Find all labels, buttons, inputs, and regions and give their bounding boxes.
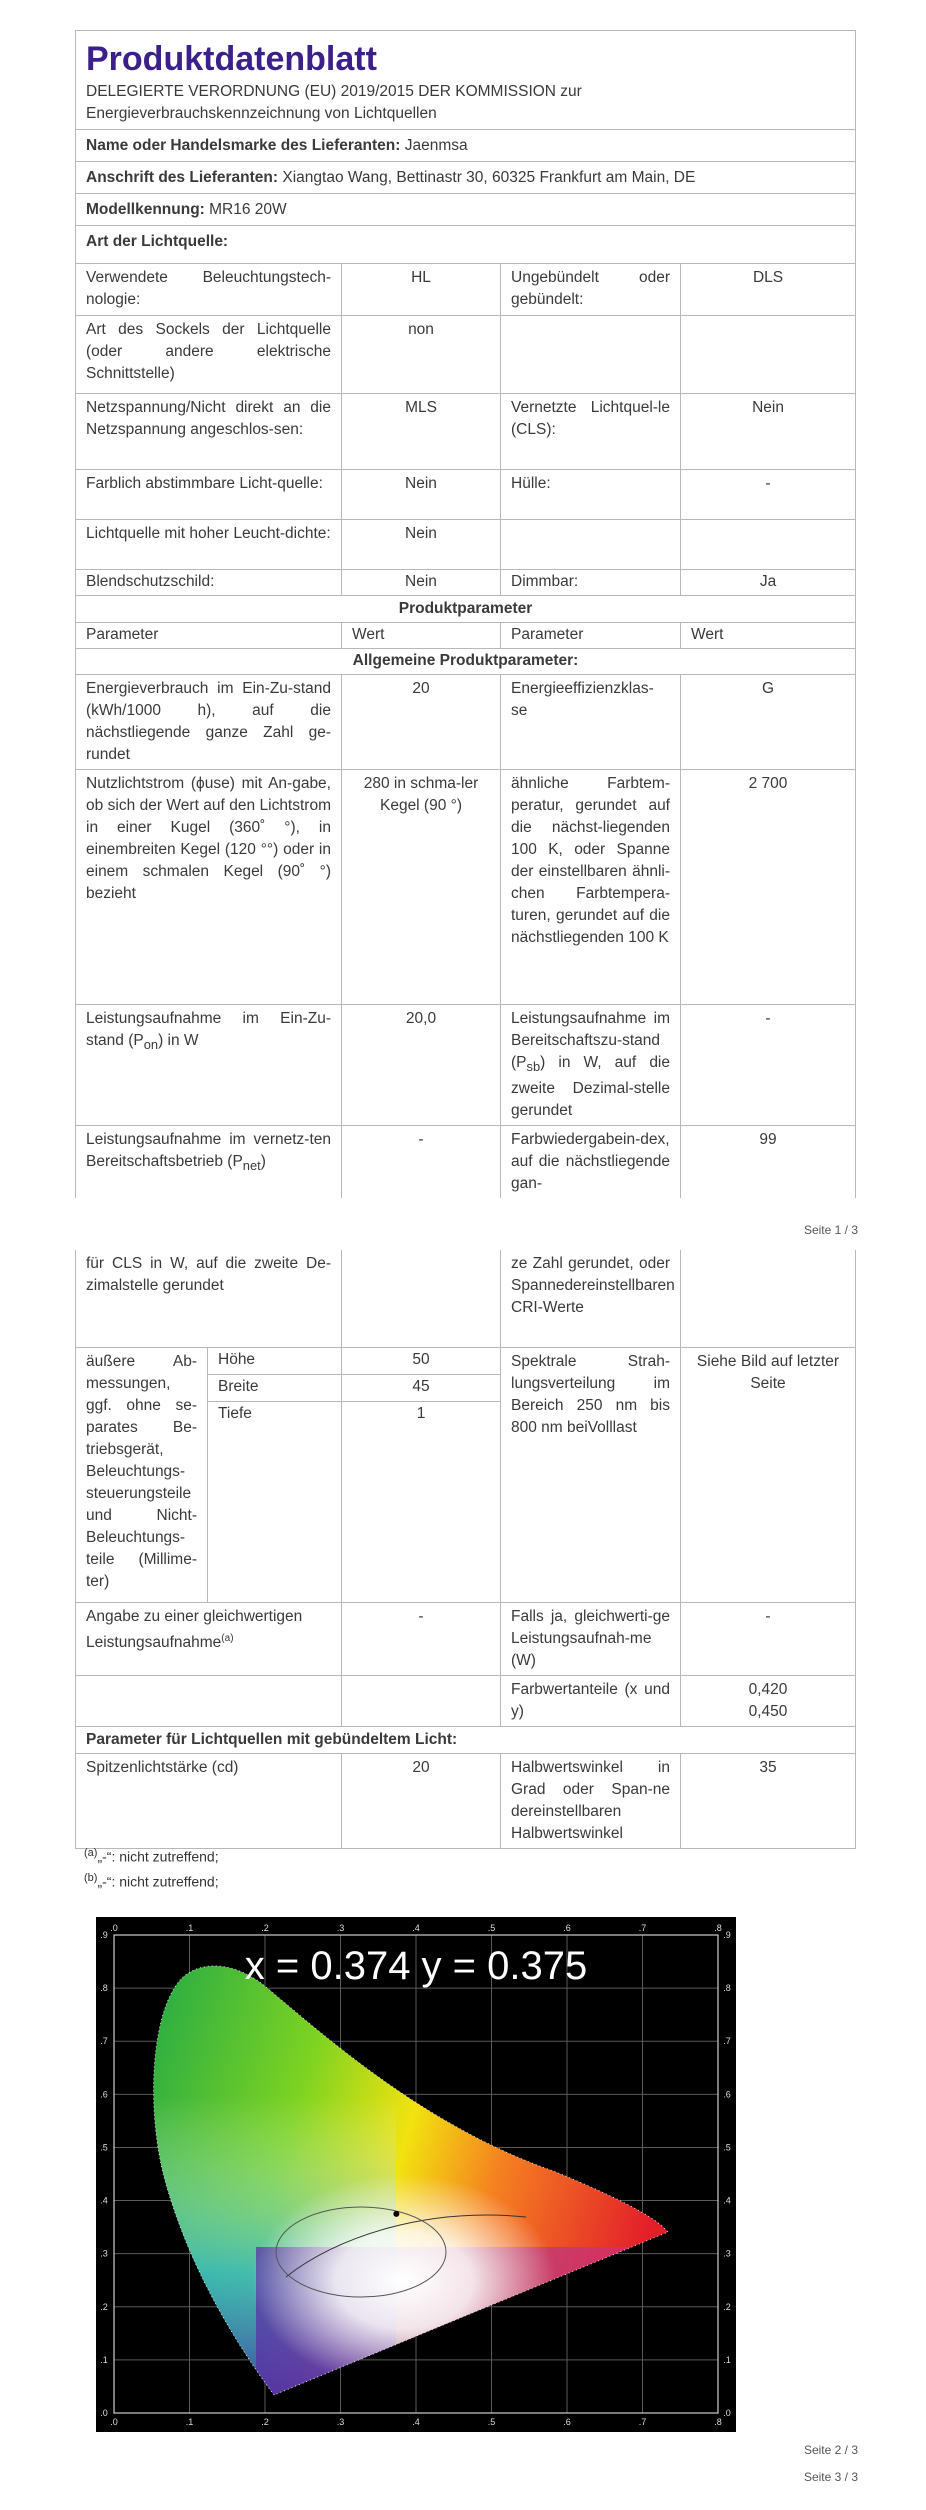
equivalent-power-label-text: Angabe zu einer gleichwertigen Leistungsaufnahme xyxy=(86,1607,303,1651)
type-value-2: - xyxy=(681,470,856,520)
energy-consumption-value: 20 xyxy=(342,675,501,770)
param-row-flux xyxy=(76,770,856,1005)
peak-intensity-value: 20 xyxy=(342,1753,501,1848)
equivalent-watts-value: - xyxy=(681,1602,856,1675)
y-tick-label: .1 xyxy=(100,2354,108,2365)
power-networked-value: - xyxy=(342,1126,501,1199)
equivalent-power-label xyxy=(76,1602,342,1675)
light-source-type-label: Art der Lichtquelle: xyxy=(76,226,856,264)
dimensions-label: äußere Ab-messungen, ggf. ohne se-parates Be-triebsgerät, Beleuchtungs-steuerungsteile und Nicht-Beleuchtungs-teile (Millime-ter) xyxy=(76,1347,208,1602)
spectral-value: Siehe Bild auf letzter Seite xyxy=(681,1347,856,1602)
supplier-address-label: Anschrift des Lieferanten: xyxy=(86,169,279,186)
type-value: Nein xyxy=(342,470,501,520)
equivalent-power-value: - xyxy=(342,1602,501,1675)
type-label: Netzspannung/Nicht direkt an die Netzspannung angeschlos-sen: xyxy=(76,394,342,470)
type-value-2: Nein xyxy=(681,394,856,470)
footnote-a xyxy=(84,1843,219,1867)
equivalent-watts-label: Falls ja, gleichwerti-ge Leistungsaufnah-me (W) xyxy=(501,1602,681,1675)
y-tick-label: .1 xyxy=(723,2354,731,2365)
x-tick-label: .2 xyxy=(261,2417,269,2427)
y-tick-label: .8 xyxy=(100,1983,108,1994)
type-label-2: Hülle: xyxy=(501,470,681,520)
footnote-a-text: „-“: nicht zutreffend; xyxy=(97,1848,219,1865)
power-on-label-unit: ) in W xyxy=(158,1032,199,1049)
x-tick-label: .5 xyxy=(487,2417,496,2427)
x-tick-label: .1 xyxy=(185,1923,194,1933)
y-tick-label: .5 xyxy=(100,2142,108,2153)
model-value: MR16 20W xyxy=(209,201,287,218)
x-tick-label: .8 xyxy=(714,2417,722,2427)
luminous-flux-value: 280 in schma-ler Kegel (90 °) xyxy=(342,770,501,1005)
page-title: Produktdatenblatt xyxy=(86,40,377,78)
param-row-networked xyxy=(76,1126,856,1199)
x-tick-label: .7 xyxy=(638,2417,647,2427)
power-on-label xyxy=(76,1005,342,1126)
type-label-2: Vernetzte Lichtquel-le (CLS): xyxy=(501,394,681,470)
type-value: HL xyxy=(342,264,501,316)
y-tick-label: .9 xyxy=(723,1930,731,1940)
type-label-2 xyxy=(501,316,681,394)
energy-consumption-label: Energieverbrauch im Ein-Zu-stand (kWh/1000 h), auf die nächstliegende ganze Zahl ge-rundet xyxy=(76,675,342,770)
type-value: non xyxy=(342,316,501,394)
x-tick-label: .7 xyxy=(638,1923,647,1933)
product-params-title: Produktparameter xyxy=(76,596,856,623)
power-standby-label-unit: ) in W, auf die zweite Dezimal-stelle gerundet xyxy=(511,1054,670,1120)
y-tick-label: .6 xyxy=(723,2089,731,2100)
y-tick-label: .0 xyxy=(100,2408,108,2418)
type-label: Lichtquelle mit hoher Leucht-dichte: xyxy=(76,520,342,570)
page-number-2: Seite 2 / 3 xyxy=(803,2443,858,2457)
params-header-row xyxy=(76,623,856,649)
y-tick-label: .7 xyxy=(723,2036,731,2047)
supplier-name-value: Jaenmsa xyxy=(404,137,468,154)
param-row-dims-height xyxy=(76,1347,856,1374)
datasheet-table-page2 xyxy=(75,1250,856,1849)
model-label: Modellkennung: xyxy=(86,201,205,218)
datasheet-table-page1 xyxy=(75,30,856,1198)
power-standby-label-text: Leistungsaufnahme im Bereitschaftszu-stand (P xyxy=(511,1010,670,1071)
x-tick-label: .5 xyxy=(487,1923,496,1933)
type-label-2 xyxy=(501,520,681,570)
power-on-value: 20,0 xyxy=(342,1005,501,1126)
product-params-title-row xyxy=(76,596,856,623)
power-networked-label-text: Leistungsaufnahme im vernetz-ten Bereitschaftsbetrieb (P xyxy=(86,1131,331,1171)
cri-label: Farbwiedergabein-dex, auf die nächstliegende gan- xyxy=(501,1126,681,1199)
type-value: MLS xyxy=(342,394,501,470)
x-tick-label: .0 xyxy=(110,1923,118,1933)
power-standby-value: - xyxy=(681,1005,856,1126)
y-tick-label: .9 xyxy=(100,1930,108,1940)
param-row-peak xyxy=(76,1753,856,1848)
type-row-luminance xyxy=(76,520,856,570)
type-value-2 xyxy=(681,520,856,570)
power-networked-sub: net xyxy=(242,1158,261,1174)
regulation-line-2: Energieverbrauchskennzeichnung von Lichtquellen xyxy=(86,105,437,122)
dim-value: 45 xyxy=(342,1374,501,1401)
page-1 xyxy=(75,30,855,1198)
regulation-line-1: DELEGIERTE VERORDNUNG (EU) 2019/2015 DER KOMMISSION zur xyxy=(86,83,582,100)
cri-value-cont xyxy=(681,1250,856,1347)
model-row xyxy=(76,194,856,226)
light-source-type-row xyxy=(76,226,856,264)
dim-value: 1 xyxy=(342,1401,501,1428)
power-on-sub: on xyxy=(143,1037,159,1053)
dim-spacer-value xyxy=(342,1428,501,1602)
chromaticity-value xyxy=(681,1675,856,1726)
type-value-2: DLS xyxy=(681,264,856,316)
supplier-address-value: Xiangtao Wang, Bettinastr 30, 60325 Frankfurt am Main, DE xyxy=(282,169,696,186)
cct-value: 2 700 xyxy=(681,770,856,1005)
supplier-name-label: Name oder Handelsmarke des Lieferanten: xyxy=(86,137,401,154)
peak-intensity-label: Spitzenlichtstärke (cd) xyxy=(76,1753,342,1848)
power-on-label-text: Leistungsaufnahme im Ein-Zu-stand (P xyxy=(86,1010,331,1049)
type-row-technology xyxy=(76,264,856,316)
page-2 xyxy=(75,1250,855,1849)
y-tick-label: .2 xyxy=(723,2301,731,2312)
x-tick-label: .1 xyxy=(185,2417,194,2427)
dim-name: Breite xyxy=(208,1374,342,1401)
supplier-name-row xyxy=(76,130,856,162)
energy-class-label: Energieeffizienzklas-se xyxy=(501,675,681,770)
col-header-value: Wert xyxy=(342,623,501,649)
type-row-socket xyxy=(76,316,856,394)
footnote-b-mark: (b) xyxy=(84,1872,98,1884)
x-tick-label: .3 xyxy=(336,1923,345,1933)
x-tick-label: .8 xyxy=(714,1923,722,1933)
cie-chromaticity-diagram xyxy=(96,1917,736,2432)
x-tick-label: .6 xyxy=(563,1923,571,1933)
type-label: Verwendete Beleuchtungstech-nologie: xyxy=(76,264,342,316)
chroma-empty-value xyxy=(342,1675,501,1726)
y-tick-label: .0 xyxy=(723,2408,731,2418)
y-tick-label: .6 xyxy=(100,2089,108,2100)
general-params-title-row xyxy=(76,649,856,675)
y-tick-label: .3 xyxy=(100,2248,108,2259)
y-tick-label: .7 xyxy=(100,2036,108,2047)
cct-label: ähnliche Farbtem-peratur, gerundet auf die nächst-liegenden 100 K, oder Spanne der einstellbaren ähnli-chen Farbtempera-turen, gerundet auf die nächstliegenden 100 K xyxy=(501,770,681,1005)
power-networked-label xyxy=(76,1126,342,1199)
chromaticity-marker xyxy=(393,2211,399,2217)
y-tick-label: .5 xyxy=(723,2142,731,2153)
y-tick-label: .2 xyxy=(100,2301,108,2312)
type-value: Nein xyxy=(342,520,501,570)
x-tick-label: .4 xyxy=(412,2417,420,2427)
dim-spacer xyxy=(208,1428,342,1602)
param-row-equivalent xyxy=(76,1602,856,1675)
luminous-flux-label: Nutzlichtstrom (ϕuse) mit An-gabe, ob sich der Wert auf den Lichtstrom in einer Kugel (360˚ °), in einembreiten Kegel (120 °°) oder in einem schmalen Kegel (90˚ °) bezieht xyxy=(76,770,342,1005)
footnote-b-text: „-“: nicht zutreffend; xyxy=(97,1873,219,1890)
dim-name: Höhe xyxy=(208,1347,342,1374)
chromaticity-x: 0,420 xyxy=(748,1680,788,1698)
power-networked-label-unit: ) xyxy=(260,1153,266,1171)
x-tick-label: .3 xyxy=(336,2417,345,2427)
type-value-2: Ja xyxy=(681,570,856,596)
param-row-energy xyxy=(76,675,856,770)
chromaticity-y: 0,450 xyxy=(748,1702,788,1720)
cri-value: 99 xyxy=(681,1126,856,1199)
type-row-glare xyxy=(76,570,856,596)
general-params-title: Allgemeine Produktparameter: xyxy=(76,649,856,675)
footnote-a-mark: (a) xyxy=(84,1847,98,1859)
beam-angle-label: Halbwertswinkel in Grad oder Span-ne dereinstellbaren Halbwertswinkel xyxy=(501,1753,681,1848)
type-label-2: Ungebündelt oder gebündelt: xyxy=(501,264,681,316)
beam-angle-value: 35 xyxy=(681,1753,856,1848)
col-header-param: Parameter xyxy=(76,623,342,649)
x-tick-label: .0 xyxy=(110,2417,118,2427)
y-tick-label: .8 xyxy=(723,1983,731,1994)
y-tick-label: .4 xyxy=(100,2195,108,2206)
cri-label-cont: ze Zahl gerundet, oder Spannedereinstellbaren CRI-Werte xyxy=(501,1250,681,1347)
x-tick-label: .4 xyxy=(412,1923,420,1933)
y-tick-label: .3 xyxy=(723,2248,731,2259)
chroma-empty-label xyxy=(76,1675,342,1726)
type-label-2: Dimmbar: xyxy=(501,570,681,596)
page-number-1: Seite 1 / 3 xyxy=(803,1223,858,1237)
type-value: Nein xyxy=(342,570,501,596)
type-label: Blendschutzschild: xyxy=(76,570,342,596)
col-header-param-2: Parameter xyxy=(501,623,681,649)
dim-value: 50 xyxy=(342,1347,501,1374)
cie-diagram-svg xyxy=(96,1917,736,2432)
param-row-power xyxy=(76,1005,856,1126)
param-row-networked-cont xyxy=(76,1250,856,1347)
dim-name: Tiefe xyxy=(208,1401,342,1428)
directional-title: Parameter für Lichtquellen mit gebündeltem Licht: xyxy=(76,1726,856,1753)
param-row-chromaticity xyxy=(76,1675,856,1726)
x-tick-label: .2 xyxy=(261,1923,269,1933)
directional-title-row xyxy=(76,1726,856,1753)
header-row xyxy=(76,31,856,130)
page-number-3: Seite 3 / 3 xyxy=(803,2470,858,2484)
spectral-label: Spektrale Strah-lungsverteilung im Bereich 250 nm bis 800 nm beiVolllast xyxy=(501,1347,681,1602)
footnote-b xyxy=(84,1868,219,1892)
y-tick-label: .4 xyxy=(723,2195,731,2206)
chromaticity-label: Farbwertanteile (x und y) xyxy=(501,1675,681,1726)
xy-readout: x = 0.374 y = 0.375 xyxy=(244,1944,588,1988)
power-standby-sub: sb xyxy=(526,1059,541,1075)
type-row-tunable xyxy=(76,470,856,520)
power-standby-label xyxy=(501,1005,681,1126)
energy-class-value: G xyxy=(681,675,856,770)
supplier-address-row xyxy=(76,162,856,194)
type-label: Art des Sockels der Lichtquelle (oder andere elektrische Schnittstelle) xyxy=(76,316,342,394)
type-label: Farblich abstimmbare Licht-quelle: xyxy=(76,470,342,520)
footnote-ref-a: (a) xyxy=(221,1632,234,1644)
col-header-value-2: Wert xyxy=(681,623,856,649)
type-row-mains xyxy=(76,394,856,470)
x-tick-label: .6 xyxy=(563,2417,571,2427)
power-networked-label-cont: für CLS in W, auf die zweite De-zimalstelle gerundet xyxy=(76,1250,342,1347)
power-networked-value-cont xyxy=(342,1250,501,1347)
type-value-2 xyxy=(681,316,856,394)
